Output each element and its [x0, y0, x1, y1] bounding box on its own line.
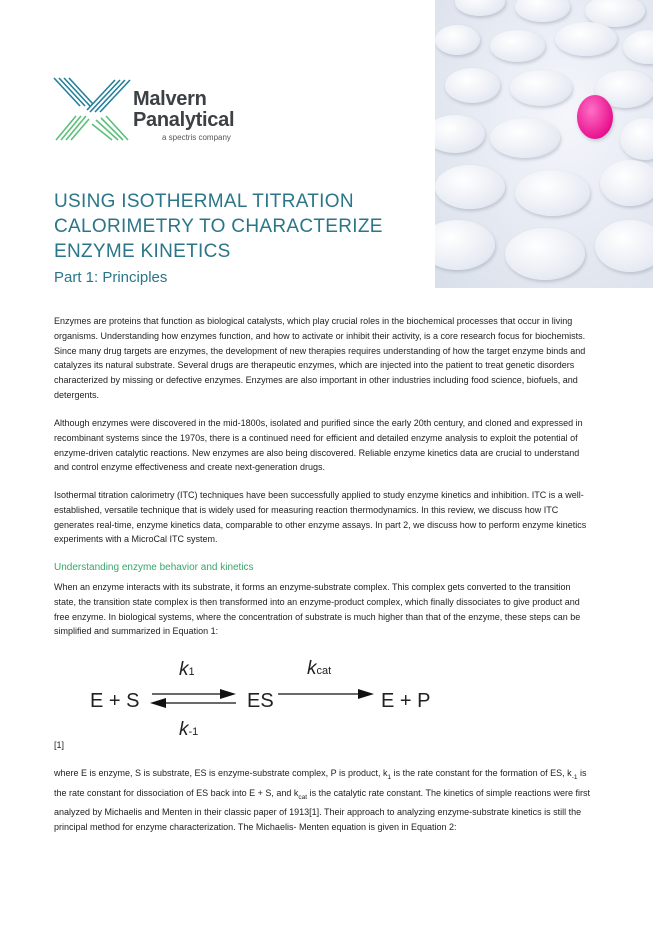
- paragraph-enzyme-behavior: When an enzyme interacts with its substrate, it forms an enzyme-substrate complex. This complex gets converted to the transition state, the transition state complex is then transformed into an enzyme-product complex, which finally dissociates to give product and free enzyme. In biological systems, where the concentration of substrate is much higher than that of the enzyme, these steps can be simplified and summarized in Equation 1:: [54, 582, 581, 637]
- hero-pills-image: [435, 0, 653, 288]
- title-line: CALORIMETRY TO CHARACTERIZE: [54, 216, 383, 237]
- title-line: ENZYME KINETICS: [54, 241, 231, 262]
- eq-kcat: kcat: [307, 658, 332, 679]
- section-heading: Understanding enzyme behavior and kinetics: [54, 562, 254, 573]
- document-title: [54, 189, 383, 264]
- malvern-logo-mark: [52, 76, 132, 146]
- eq-complex: ES: [247, 690, 274, 712]
- logo-wordmark-line1: Malvern: [133, 88, 207, 110]
- equation-label: [1]: [54, 740, 65, 750]
- paragraph-itc: Isothermal titration calorimetry (ITC) techniques have been successfully applied to study enzyme kinetics and inhibition. ITC is a well-established, versatile technique that is widely used for measuring reaction thermodynamics. In this review, we discuss how ITC generates real-time, enzyme kinetics data, comparable to other enzyme assays. In part 2, we discuss how to perform enzyme kinetics experiments with a MicroCal ITC system.: [54, 490, 587, 545]
- paragraph-intro: Enzymes are proteins that function as biological catalysts, which play crucial roles in the biochemical processes that occur in living organisms. Understanding how enzymes function, and how to activate or inhibit their activity, is a core research focus for biochemists. Since many drug targets are enzymes, the development of new therapies requires understanding of how the target enzyme binds and catalyzes its natural substrate. Several drugs are therapeutic enzymes, which are injected into the patient to treat genetic disorders characterized by missing or defective enzymes. Enzymes are also important in other industries including food science, biofuels, and detergents.: [54, 316, 586, 400]
- eq-k1: k1: [179, 659, 195, 680]
- reaction-arrows: [148, 686, 388, 712]
- eq-k-minus-1: k-1: [179, 719, 199, 740]
- logo-tagline: a spectris company: [162, 133, 231, 142]
- title-line: USING ISOTHERMAL TITRATION: [54, 191, 354, 212]
- paragraph-michaelis-menten: where E is enzyme, S is substrate, ES is enzyme-substrate complex, P is product, $k_1$ is the rate constant for the formation of ES, $k_{-1}$ is the rate constant for dissociation of ES back into E + S, and $k_{cat}$ is the catalytic rate constant. The kinetics of simple reactions were first analyzed by Michaelis and Menten in their classic paper of 1913[1]. Their approach to analyzing enzyme-substrate kinetics is still the principal method for enzyme characterization. The Michaelis- Menten equation is given in Equation 2:: [54, 768, 591, 832]
- document-subtitle: Part 1: Principles: [54, 269, 168, 286]
- eq-products: E + P: [381, 690, 431, 712]
- logo-wordmark-line2: Panalytical: [133, 109, 235, 131]
- eq-reactants: E + S: [90, 690, 140, 712]
- paragraph-history: Although enzymes were discovered in the mid-1800s, isolated and purified since the early 20th century, and cloned and expressed in recombinant systems since the 1970s, there is a continued need for efficient and detailed enzyme analysis to exploit the potential of enzyme-driven catalytic reactions. New enzymes are also being discovered. Reliable enzyme kinetics data are crucial to understand and control enzyme effectiveness and create next-generation drugs.: [54, 418, 583, 473]
